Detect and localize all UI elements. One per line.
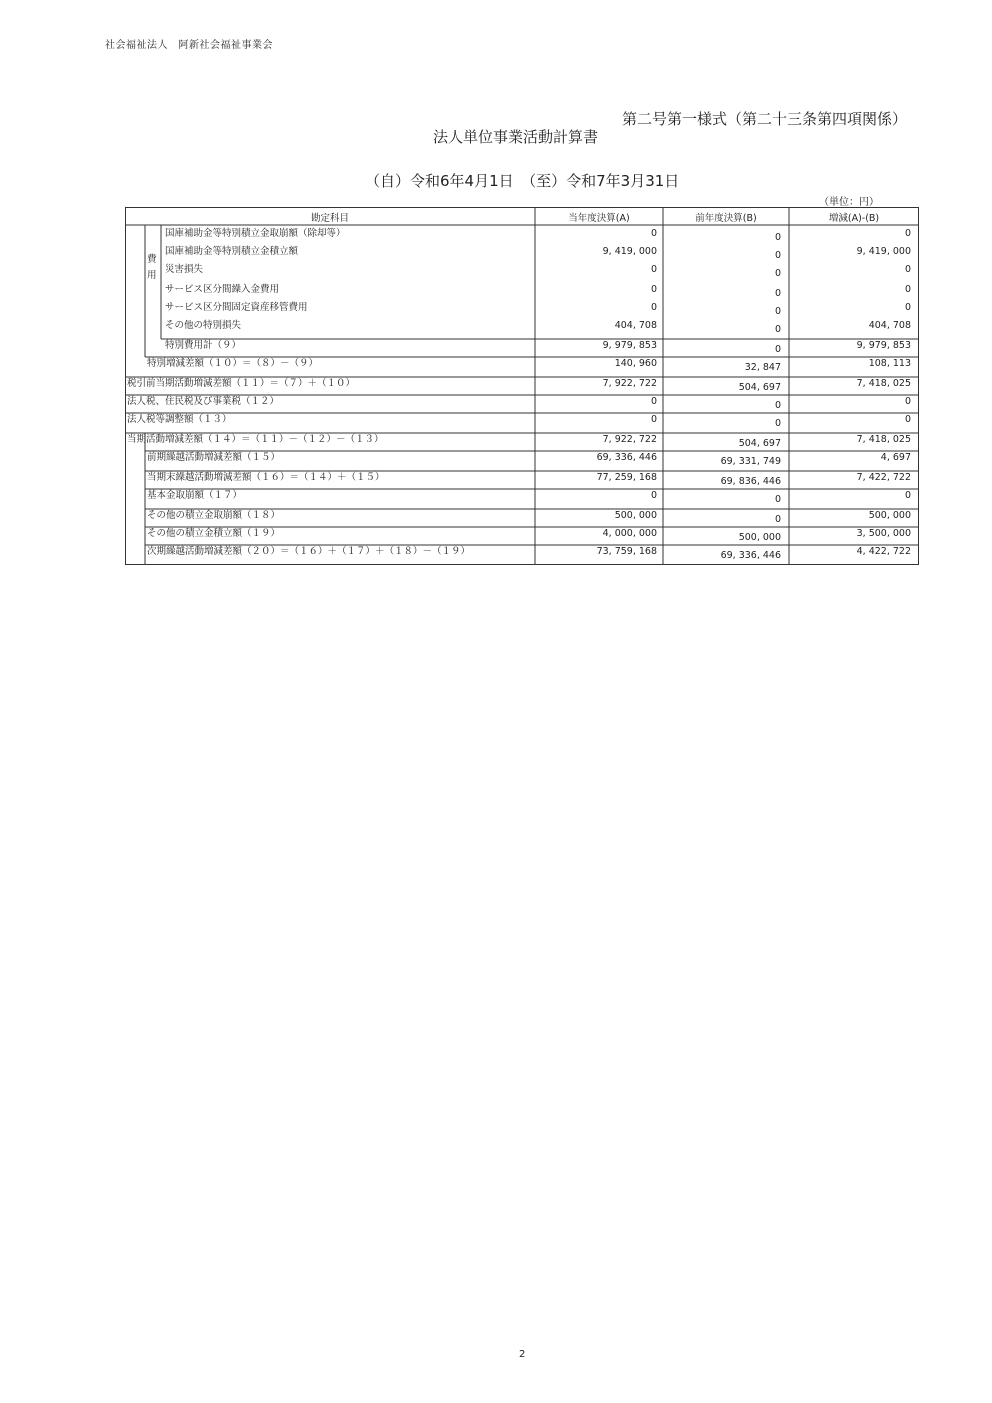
row-label: その他の積立金取崩額（１８） [147, 510, 281, 521]
difference-value: 3, 500, 000 [856, 528, 911, 539]
row-label: 前期繰越活動増減差額（１５） [147, 452, 281, 463]
current-year-value: 7, 922, 722 [602, 378, 657, 389]
difference-value: 0 [904, 396, 911, 407]
row-label: 国庫補助金等特別積立金積立額 [165, 246, 299, 257]
row-label: 税引前当期活動増減差額（１１）＝（７）＋（１０） [127, 378, 356, 389]
side-label-you: 用 [147, 270, 157, 281]
difference-value: 0 [904, 284, 911, 295]
current-year-value: 0 [650, 396, 657, 407]
header-previous-year: 前年度決算(B) [695, 213, 757, 224]
table-row [125, 227, 919, 245]
current-year-value: 69, 336, 446 [596, 452, 657, 463]
row-label: 法人税等調整額（１３） [127, 414, 232, 425]
page-number: 2 [519, 1349, 526, 1360]
current-year-value: 0 [650, 302, 657, 313]
document-title: 法人単位事業活動計算書 [433, 128, 599, 146]
current-year-value: 140, 960 [614, 358, 657, 369]
organization-name: 社会福祉法人 阿新社会福祉事業会 [105, 40, 273, 51]
table-row [125, 433, 919, 451]
difference-value: 7, 418, 025 [856, 434, 911, 445]
difference-value: 4, 422, 722 [856, 546, 911, 557]
previous-year-value: 0 [774, 344, 781, 355]
difference-value: 500, 000 [868, 510, 911, 521]
current-year-value: 4, 000, 000 [602, 528, 657, 539]
previous-year-value: 0 [774, 268, 781, 279]
previous-year-value: 69, 836, 446 [720, 476, 781, 487]
header-difference: 増減(A)-(B) [828, 213, 880, 224]
current-year-value: 404, 708 [614, 320, 657, 331]
unit-label: （単位：円） [819, 197, 879, 208]
table-row [125, 527, 919, 545]
current-year-value: 9, 979, 853 [602, 340, 657, 351]
row-label: 当期末繰越活動増減差額（１６）＝（１４）＋（１５） [147, 472, 385, 483]
table-row [125, 263, 919, 281]
previous-year-value: 0 [774, 306, 781, 317]
table-row [125, 489, 919, 507]
row-label: 基本金取崩額（１７） [147, 490, 243, 501]
previous-year-value: 0 [774, 250, 781, 261]
table-row [125, 451, 919, 469]
row-label: その他の特別損失 [165, 320, 242, 331]
row-label: 当期活動増減差額（１４）＝（１１）－（１２）－（１３） [127, 434, 384, 445]
current-year-value: 500, 000 [614, 510, 657, 521]
row-label: サービス区分間繰入金費用 [165, 284, 280, 295]
previous-year-value: 0 [774, 514, 781, 525]
previous-year-value: 504, 697 [738, 382, 781, 393]
table-row [125, 301, 919, 319]
table-row [125, 283, 919, 301]
current-year-value: 7, 922, 722 [602, 434, 657, 445]
difference-value: 4, 697 [880, 452, 911, 463]
current-year-value: 0 [650, 264, 657, 275]
reporting-period: （自）令和6年4月1日 （至）令和7年3月31日 [365, 172, 680, 190]
difference-value: 9, 419, 000 [856, 246, 911, 257]
difference-value: 0 [904, 228, 911, 239]
previous-year-value: 500, 000 [738, 532, 781, 543]
row-label: 特別増減差額（１０）＝（８）－（９） [147, 358, 319, 369]
statement-table [125, 207, 919, 565]
difference-value: 7, 418, 025 [856, 378, 911, 389]
current-year-value: 0 [650, 284, 657, 295]
table-row [125, 319, 919, 337]
table-row [125, 509, 919, 527]
difference-value: 108, 113 [868, 358, 911, 369]
difference-value: 0 [904, 264, 911, 275]
header-account: 勘定科目 [310, 213, 349, 224]
previous-year-value: 69, 336, 446 [720, 550, 781, 561]
previous-year-value: 0 [774, 288, 781, 299]
row-label: その他の積立金積立額（１９） [147, 528, 281, 539]
previous-year-value: 0 [774, 418, 781, 429]
table-row [125, 377, 919, 395]
table-row [125, 413, 919, 431]
current-year-value: 0 [650, 414, 657, 425]
current-year-value: 77, 259, 168 [596, 472, 657, 483]
current-year-value: 0 [650, 490, 657, 501]
previous-year-value: 0 [774, 324, 781, 335]
previous-year-value: 32, 847 [744, 362, 781, 373]
row-label: 次期繰越活動増減差額（２０）＝（１６）＋（１７）＋（１８）－（１９） [147, 546, 471, 557]
header-current-year: 当年度決算(A) [568, 213, 630, 224]
table-row [125, 471, 919, 489]
current-year-value: 73, 759, 168 [596, 546, 657, 557]
table-row [125, 545, 919, 563]
side-label-hi: 費 [147, 254, 157, 265]
difference-value: 9, 979, 853 [856, 340, 911, 351]
form-number: 第二号第一様式（第二十三条第四項関係） [621, 110, 907, 128]
previous-year-value: 0 [774, 400, 781, 411]
difference-value: 0 [904, 414, 911, 425]
difference-value: 0 [904, 302, 911, 313]
row-label: サービス区分間固定資産移管費用 [165, 302, 308, 313]
row-label: 災害損失 [165, 264, 204, 275]
table-row [125, 245, 919, 263]
row-label: 国庫補助金等特別積立金取崩額（除却等） [165, 228, 346, 239]
table-row [125, 357, 919, 375]
difference-value: 404, 708 [868, 320, 911, 331]
difference-value: 7, 422, 722 [856, 472, 911, 483]
row-label: 法人税、住民税及び事業税（１２） [127, 396, 280, 407]
previous-year-value: 0 [774, 232, 781, 243]
table-row [125, 339, 919, 357]
previous-year-value: 69, 331, 749 [720, 456, 781, 467]
current-year-value: 9, 419, 000 [602, 246, 657, 257]
previous-year-value: 0 [774, 494, 781, 505]
difference-value: 0 [904, 490, 911, 501]
row-label: 特別費用計（９） [165, 340, 242, 351]
current-year-value: 0 [650, 228, 657, 239]
previous-year-value: 504, 697 [738, 438, 781, 449]
table-row [125, 395, 919, 413]
